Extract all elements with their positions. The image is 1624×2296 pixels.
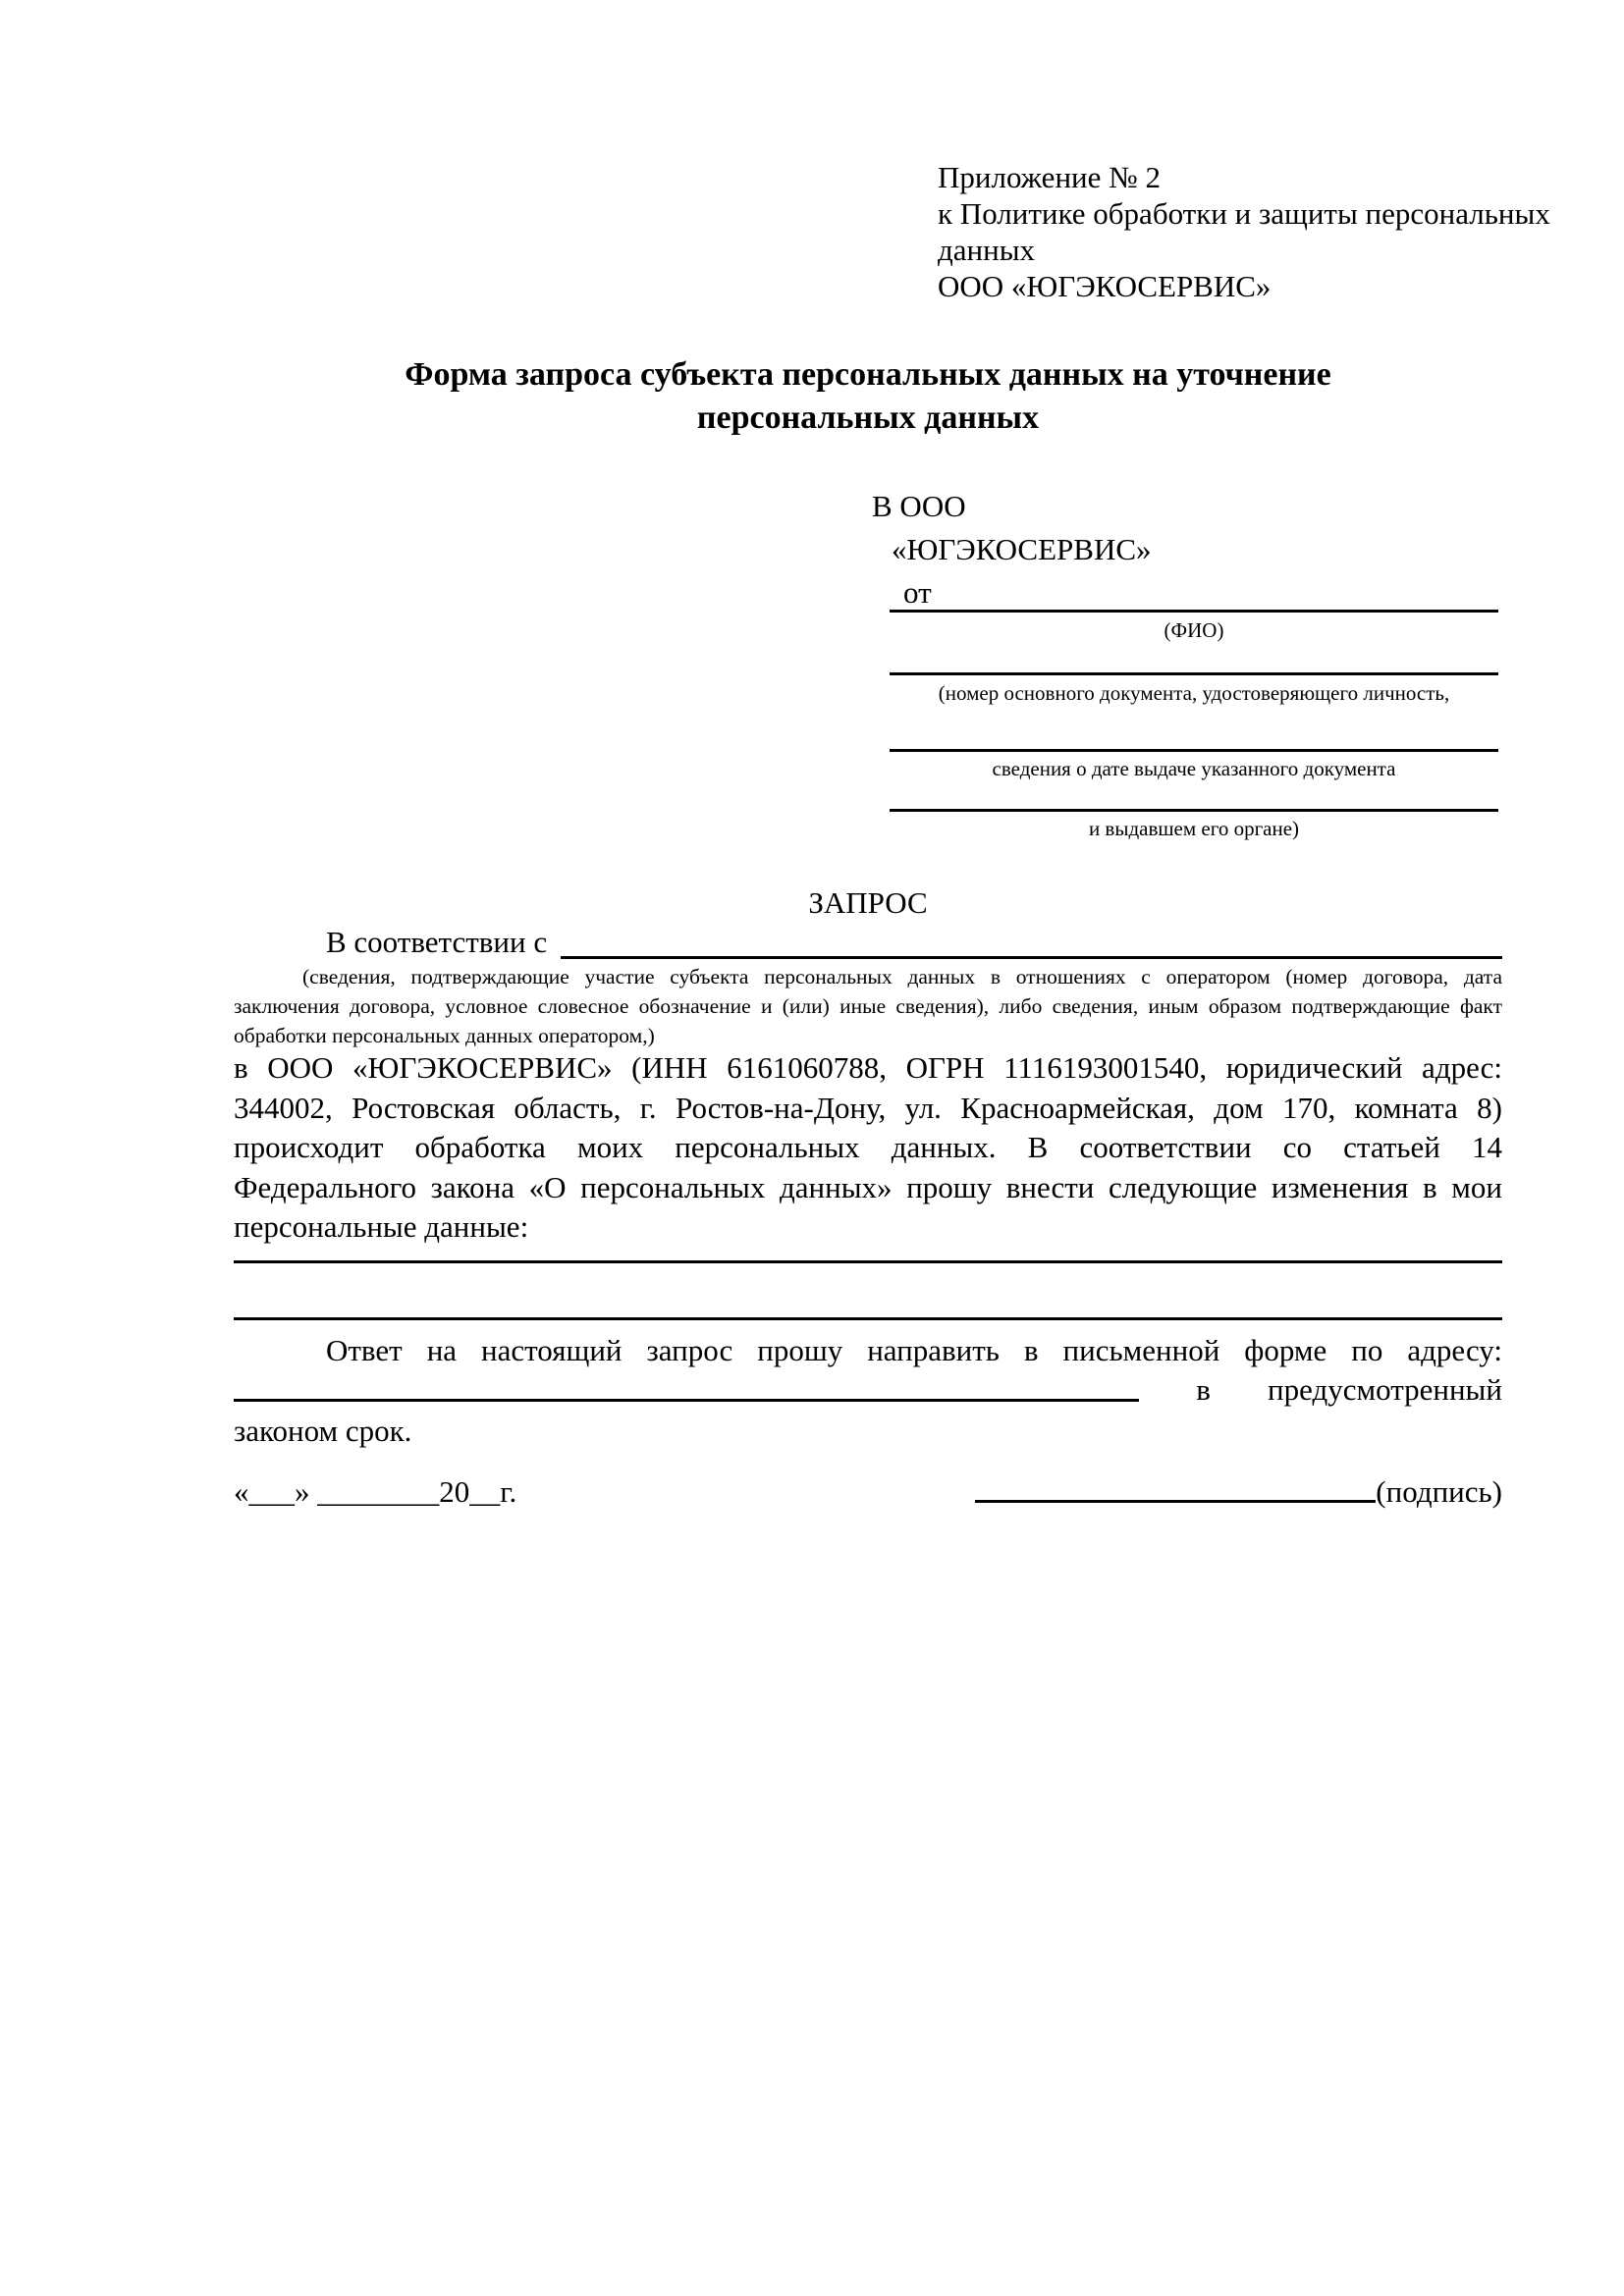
appendix-line-4: ООО «ЮГЭКОСЕРВИС» <box>938 269 1272 303</box>
appendix-line-2: к Политике обработки и защиты персональных <box>938 196 1550 231</box>
caption-issuing-authority: и выдавшем его органе) <box>1088 817 1300 840</box>
caption-document-number: (номер основного документа, удостоверяющего личность, <box>938 681 1450 705</box>
signature-caption: (подпись) <box>1376 1474 1502 1509</box>
note-line-1: (сведения, подтверждающие участие субъекта персональных данных в отношениях с оператором (номер договора, дата <box>302 965 1502 988</box>
body-line-5: персональные данные: <box>234 1209 529 1244</box>
reply-word-v: в <box>1196 1372 1211 1407</box>
blank-basis-line <box>561 923 1502 959</box>
body-line-4: Федерального закона «О персональных данных» прошу внести следующие изменения в мои <box>234 1169 1502 1204</box>
blank-changes-line-2 <box>234 1317 1502 1320</box>
reply-line-1: Ответ на настоящий запрос прошу направить в письменной форме по адресу: <box>326 1333 1502 1367</box>
addressee-line-3: от <box>903 575 932 610</box>
addressee-line-2: «ЮГЭКОСЕРВИС» <box>892 532 1152 566</box>
reply-row-2 <box>234 1370 1502 1410</box>
blank-document-number-line <box>890 672 1498 675</box>
blank-issue-date-line <box>890 749 1498 752</box>
form-title <box>234 353 1502 440</box>
signature-blank-line <box>975 1500 1376 1503</box>
date-blank-text: «___» ________20__г. <box>234 1474 517 1509</box>
blank-fio-line <box>890 610 1498 613</box>
intro-text: В соответствии с <box>326 925 548 959</box>
appendix-line-1: Приложение № 2 <box>938 160 1161 194</box>
appendix-line-3: данных <box>938 233 1036 267</box>
note-line-3: обработки персональных данных оператором,) <box>234 1024 655 1047</box>
caption-issue-date: сведения о дате выдаче указанного документа <box>992 757 1396 780</box>
request-heading: ЗАПРОС <box>808 885 928 920</box>
caption-fio: (ФИО) <box>1164 618 1224 642</box>
body-line-2: 344002, Ростовская область, г. Ростов-на-Дону, ул. Красноармейская, дом 170, комната 8) <box>234 1090 1502 1125</box>
note-block <box>234 962 1502 1050</box>
body-line-1: в ООО «ЮГЭКОСЕРВИС» (ИНН 6161060788, ОГРН 1116193001540, юридический адрес: <box>234 1050 1502 1085</box>
note-line-2: заключения договора, условное словесное обозначение и (или) иные сведения), либо сведения, иным образом подтверждающие факт <box>234 994 1502 1018</box>
signature-group <box>975 1472 1502 1512</box>
reply-line-3: законом срок. <box>234 1414 412 1448</box>
addressee-block <box>872 485 1152 614</box>
blank-changes-line-1 <box>234 1260 1502 1263</box>
blank-address-line <box>234 1399 1139 1402</box>
intro-row <box>234 923 1502 962</box>
body-line-3: происходит обработка моих персональных данных. В соответствии со статьей 14 <box>234 1130 1502 1164</box>
addressee-line-1: В ООО <box>872 489 966 523</box>
form-title-line-1: Форма запроса субъекта персональных данных на уточнение <box>405 356 1331 393</box>
blank-issuing-authority-line <box>890 809 1498 812</box>
signature-row <box>234 1472 1502 1512</box>
body-paragraph <box>234 1048 1502 1248</box>
form-title-line-2: персональных данных <box>696 400 1040 436</box>
appendix-block <box>938 159 1550 304</box>
reply-word-predusmotrenny: предусмотренный <box>1268 1372 1502 1407</box>
